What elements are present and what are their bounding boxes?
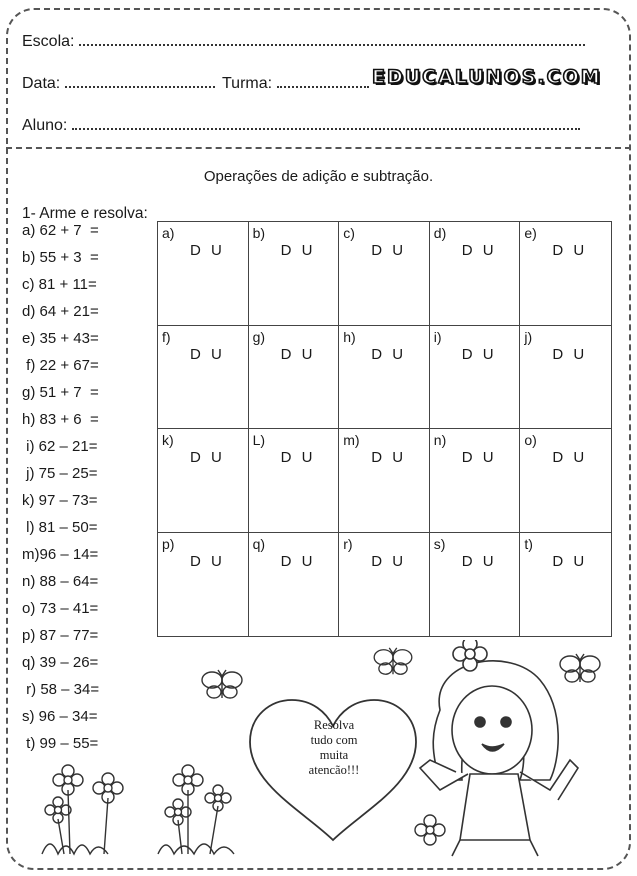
heart-message-line: Resolva [313,718,355,732]
place-value-header: D U [371,449,407,466]
butterfly-icon [200,668,244,702]
answer-box[interactable] [339,533,430,637]
answer-box[interactable] [158,429,249,533]
operation-item: g) 51 + 7 = [22,384,99,401]
answer-box[interactable] [249,533,340,637]
educalunos-logo: EDUCALUNOS.COM [372,66,602,88]
operation-item: k) 97 – 73= [22,492,98,509]
answer-box-label: i) [433,328,442,345]
class-line [277,76,369,88]
place-value-header: D U [461,345,497,363]
answer-box[interactable] [158,533,249,637]
answer-box[interactable] [520,429,611,533]
place-value-header: D U [190,449,225,466]
operation-item: f) 22 + 67= [22,357,99,374]
girl-illustration [400,640,600,860]
place-value-header: D U [461,449,497,466]
operation-item: o) 73 – 41= [22,600,99,617]
answer-box[interactable] [430,326,521,430]
answer-box[interactable] [249,222,340,326]
operation-item: c) 81 + 11= [22,276,97,293]
answer-box-label: j) [524,328,533,345]
operation-item: a) 62 + 7 = [22,222,99,239]
date-label: Data: [22,75,61,92]
place-value-header: D U [280,449,316,466]
answer-box[interactable] [249,326,340,430]
place-value-header: D U [190,242,225,259]
answer-box[interactable] [158,222,249,326]
exercise-instruction: 1- Arme e resolva: [22,205,148,222]
operation-item: i) 62 – 21= [22,438,98,455]
answer-box[interactable] [520,326,611,430]
heart-message-line: muita [319,748,349,762]
flowers-icon [38,764,238,858]
operation-item: r) 58 – 34= [22,681,100,698]
place-value-header: D U [371,345,407,363]
class-label: Turma: [222,75,273,92]
answer-box[interactable] [430,429,521,533]
answer-box[interactable] [339,326,430,430]
page-title: Operações de adição e subtração. [203,168,434,185]
place-value-header: D U [461,552,497,570]
place-value-header: D U [461,242,497,259]
operation-item: l) 81 – 50= [22,519,98,536]
place-value-header: D U [552,552,588,570]
answer-box-label: b) [252,225,266,241]
class-field[interactable] [222,75,369,93]
answer-box[interactable] [158,326,249,430]
operation-item: d) 64 + 21= [22,303,99,320]
answer-box-label: s) [433,535,446,552]
answer-box-label: L) [252,432,266,448]
answer-box-label: m) [343,432,360,448]
heart-message-line: atencão!!! [308,763,360,777]
answer-box-label: k) [162,432,174,448]
answer-box-label: n) [433,432,447,448]
date-field[interactable] [22,75,215,93]
operation-item: e) 35 + 43= [22,330,99,347]
operation-item: t) 99 – 55= [22,735,99,752]
place-value-header: D U [371,552,407,570]
student-field[interactable] [22,117,580,135]
answer-box-label: r) [343,535,353,552]
answer-box[interactable] [430,222,521,326]
answer-grid [157,221,612,637]
operation-item: h) 83 + 6 = [22,411,99,428]
date-line [65,76,215,88]
operation-item: n) 88 – 64= [22,573,99,590]
header-divider [6,147,631,149]
answer-box-label: p) [162,535,175,552]
school-line [79,34,585,46]
answer-box-label: c) [343,225,355,241]
heart-message [274,718,394,778]
answer-box-label: g) [252,328,266,345]
place-value-header: D U [190,345,225,363]
school-label: Escola: [22,33,75,50]
place-value-header: D U [280,345,316,363]
place-value-header: D U [552,242,588,259]
operation-item: q) 39 – 26= [22,654,99,671]
operation-item: j) 75 – 25= [22,465,98,482]
place-value-header: D U [280,242,316,259]
answer-box-label: a) [162,225,175,241]
answer-box[interactable] [520,222,611,326]
place-value-header: D U [552,345,588,363]
operation-item: p) 87 – 77= [22,627,99,644]
place-value-header: D U [371,242,407,259]
answer-box[interactable] [339,429,430,533]
operations-list [22,222,152,762]
answer-box-label: q) [252,535,266,552]
answer-box[interactable] [520,533,611,637]
answer-box-label: e) [524,225,537,241]
answer-box-label: t) [524,535,533,552]
answer-box[interactable] [430,533,521,637]
answer-box[interactable] [249,429,340,533]
place-value-header: D U [552,449,588,466]
operation-item: m)96 – 14= [22,546,99,563]
place-value-header: D U [190,552,225,570]
place-value-header: D U [280,552,316,570]
operation-item: s) 96 – 34= [22,708,98,725]
school-field[interactable] [22,33,585,51]
answer-box[interactable] [339,222,430,326]
answer-box-label: f) [162,328,171,345]
heart-message-line: tudo com [310,733,358,747]
operation-item: b) 55 + 3 = [22,249,99,266]
student-line [72,118,580,130]
answer-box-label: d) [433,225,447,241]
student-label: Aluno: [22,117,68,134]
answer-box-label: o) [524,432,537,448]
answer-box-label: h) [343,328,356,345]
